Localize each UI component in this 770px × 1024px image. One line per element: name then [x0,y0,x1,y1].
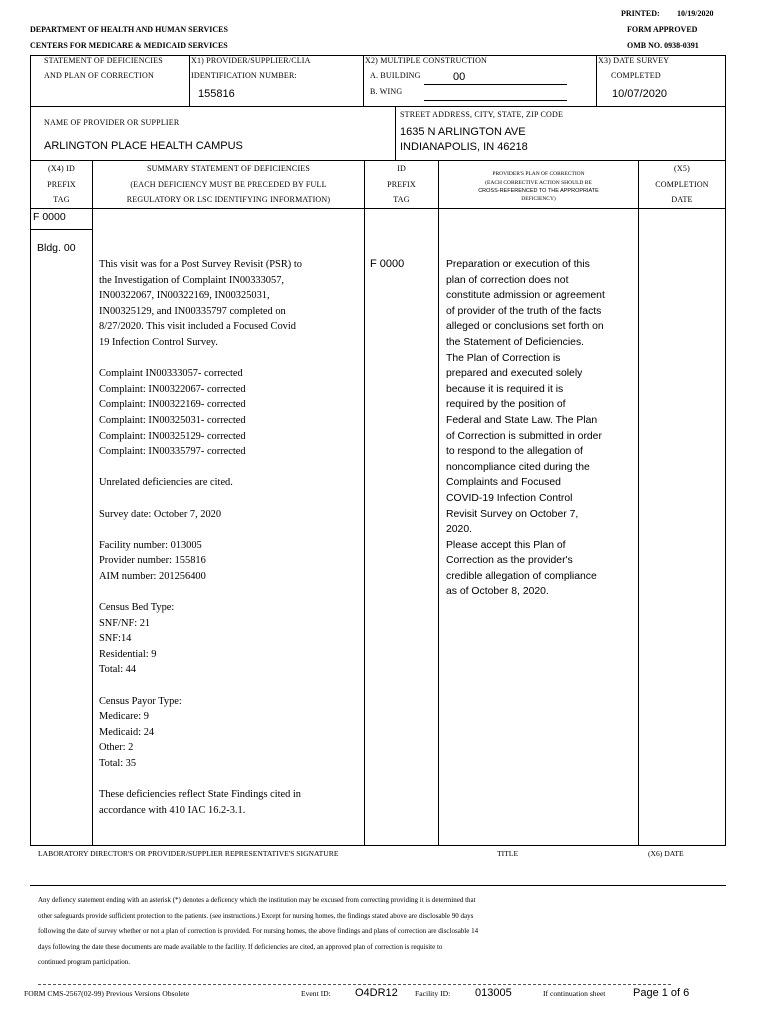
form-approved: FORM APPROVED [627,25,698,34]
plan-line: prepared and executed solely [446,368,583,380]
agency-line1: DEPARTMENT OF HEALTH AND HUMAN SERVICES [30,25,228,34]
rule [364,160,365,845]
disclaimer-footnote [38,893,478,971]
plan-line: Complaints and Focused [446,477,561,489]
x1-label-2: IDENTIFICATION NUMBER: [191,71,297,80]
rule [30,208,726,209]
x5-header-3: DATE [671,195,693,204]
rule [92,160,93,845]
summary-line: Total: 35 [99,758,137,769]
summary-line: Census Bed Type: [99,602,175,614]
plan-line: the Statement of Deficiencies. [446,336,585,348]
summary-line: Facility number: 013005 [99,539,202,551]
building-tag: Bldg. 00 [37,242,76,254]
summary-line: accordance with 410 IAC 16.2-3.1. [99,804,246,816]
summary-header-3: REGULATORY OR LSC IDENTIFYING INFORMATION) [126,195,331,204]
plan-line: Correction as the provider's [446,555,573,567]
continuation-label: If continuation sheet [543,989,606,998]
summary-line: SNF/NF: 21 [99,617,151,629]
event-id-label: Event ID: [301,989,331,998]
building-underline [424,84,567,85]
x1-label-1: X1) PROVIDER/SUPPLIER/CLIA [191,56,311,65]
rule [30,845,726,846]
plan-header-2: (EACH CORRECTIVE ACTION SHOULD BE [485,180,592,186]
plan-line: plan of correction does not [446,274,569,286]
summary-line: IN00322067, IN00322169, IN00325031, [99,290,270,302]
provider-name-label: NAME OF PROVIDER OR SUPPLIER [44,118,180,127]
wing-underline [424,100,567,101]
signature-label: LABORATORY DIRECTOR'S OR PROVIDER/SUPPLIER REPRESENTATIVE'S SIGNATURE [38,849,339,858]
summary-line [99,491,302,507]
summary-line: Medicare: 9 [99,711,149,723]
plan-header-4: DEFICIENCY) [521,196,556,202]
agency-line2: CENTERS FOR MEDICARE & MEDICAID SERVICES [30,41,228,50]
plan-line: Federal and State Law. The Plan [446,414,598,426]
summary-line: Census Payor Type: [99,695,182,707]
address-label: STREET ADDRESS, CITY, STATE, ZIP CODE [400,110,564,119]
plan-line: because it is required it is [446,383,564,395]
rule [725,55,726,845]
summary-line [99,522,302,538]
id-header-3: TAG [393,195,410,204]
provider-name: ARLINGTON PLACE HEALTH CAMPUS [44,140,243,152]
rule [30,229,92,230]
summary-line: Complaint: IN00325129- corrected [99,430,246,442]
plan-header-1: PROVIDER'S PLAN OF CORRECTION [492,171,585,177]
provider-id-value: 155816 [198,88,235,100]
rule [30,885,726,886]
building-value: 00 [453,71,466,83]
rule [30,106,726,107]
id-header-2: PREFIX [387,180,416,189]
page-number: Page 1 of 6 [633,987,690,999]
summary-line: Complaint: IN00322169- corrected [99,399,246,411]
footnote-line: following the date of survey whether or not a plan of correction is provided. For nursing homes, the above findings and plans of correction are disclosable 14 [38,927,479,935]
summary-line: This visit was for a Post Survey Revisit (PSR) to [99,259,302,270]
x2-label: X2) MULTIPLE CONSTRUCTION [365,56,488,65]
rule [189,55,190,106]
facility-id-value: 013005 [475,987,512,999]
summary-header-1: SUMMARY STATEMENT OF DEFICIENCIES [146,164,311,173]
rule [596,55,597,106]
summary-line: Complaint: IN00335797- corrected [99,446,246,458]
summary-line: These deficiencies reflect State Findings cited in [99,789,301,801]
summary-line [99,460,302,476]
summary-line: Complaint IN00333057- corrected [99,368,243,380]
x3-label-1: X3) DATE SURVEY [598,56,670,65]
summary-line: Survey date: October 7, 2020 [99,508,222,520]
plan-of-correction [446,257,605,600]
rule [395,106,396,160]
summary-line [99,584,302,600]
plan-line: alleged or conclusions set forth on [446,321,604,333]
footnote-line: continued program participation. [38,958,130,966]
x4-header-2: PREFIX [47,180,76,189]
plan-line: as of October 8, 2020. [446,586,549,598]
plan-line: COVID-19 Infection Control [446,492,573,504]
summary-line [99,678,302,694]
statement-label-1: STATEMENT OF DEFICIENCIES [44,56,163,65]
summary-line: Total: 44 [99,664,137,676]
plan-line: Please accept this Plan of [446,539,566,551]
plan-line: required by the position of [446,399,566,411]
plan-line: Preparation or execution of this [446,259,590,270]
plan-line: of provider of the truth of the facts [446,305,602,317]
facility-id-label: Facility ID: [415,989,451,998]
summary-line: Other: 2 [99,742,134,754]
rule [38,984,671,985]
plan-line: The Plan of Correction is [446,352,561,364]
summary-line: the Investigation of Complaint IN00333057, [99,274,284,286]
plan-line: noncompliance cited during the [446,461,590,473]
summary-line: SNF:14 [99,633,132,645]
signature-date-label: (X6) DATE [648,849,684,858]
title-label: TITLE [497,849,519,858]
plan-line: of Correction is submitted in order [446,430,602,442]
address-line1: 1635 N ARLINGTON AVE [400,126,526,138]
survey-date-value: 10/07/2020 [612,88,668,100]
summary-line: 19 Infection Control Survey. [99,336,218,348]
rule [363,55,364,106]
printed-label: PRINTED: [621,9,660,18]
rule [438,160,439,845]
event-id-value: O4DR12 [355,987,398,999]
plan-line: credible allegation of compliance [446,570,597,582]
plan-header-3: CROSS-REFERENCED TO THE APPROPRIATE [478,188,599,194]
printed-date: 10/19/2020 [677,9,714,18]
summary-line: AIM number: 201256400 [99,570,206,582]
plan-line: 2020. [446,524,473,536]
address-line2: INDIANAPOLIS, IN 46218 [400,141,528,153]
summary-line: Complaint: IN00325031- corrected [99,414,246,426]
summary-line: Provider number: 155816 [99,555,206,567]
wing-label: B. WING [370,87,403,96]
form-number: FORM CMS-2567(02-99) Previous Versions Obsolete [24,989,190,998]
x5-header-1: (X5) [674,164,690,173]
summary-line: 8/27/2020. This visit included a Focused Covid [99,321,296,333]
footnote-line: days following the date these documents are made available to the facility. If deficiencies are cited, an approved plan of correction is requisite to [38,942,443,951]
rule [30,160,726,161]
summary-line: IN00325129, and IN00335797 completed on [99,305,286,317]
tag-left: F 0000 [33,211,66,223]
x4-header-1: (X4) ID [48,164,75,173]
summary-line: Unrelated deficiencies are cited. [99,477,233,489]
rule [30,55,31,845]
summary-line [99,351,302,367]
summary-line: Complaint: IN00322067- corrected [99,383,246,395]
x3-label-2: COMPLETED [611,71,661,80]
tag-right: F 0000 [370,258,405,270]
summary-line: Residential: 9 [99,648,157,660]
building-label: A. BUILDING [370,71,421,80]
summary-statement [99,257,302,818]
id-header-1: ID [397,164,406,173]
footnote-line: Any defiency statement ending with an asterisk (*) denotes a deficency which the institution may be excused from correcting providing it is determined that [38,896,476,904]
summary-line: Medicaid: 24 [99,726,155,738]
x4-header-3: TAG [53,195,70,204]
footnote-line: other safeguards provide sufficient protection to the patients. (see instructions.) Except for nursing homes, the findings stated above are disclosable 90 days [38,911,474,920]
rule [638,160,639,845]
plan-line: Revisit Survey on October 7, [446,508,579,520]
omb-number: OMB NO. 0938-0391 [627,41,699,50]
plan-line: constitute admission or agreement [446,290,605,302]
summary-line [99,772,302,788]
plan-line: to respond to the allegation of [446,446,583,458]
summary-header-2: (EACH DEFICIENCY MUST BE PRECEDED BY FULL [130,180,327,189]
statement-label-2: AND PLAN OF CORRECTION [44,71,154,80]
x5-header-2: COMPLETION [655,180,709,189]
